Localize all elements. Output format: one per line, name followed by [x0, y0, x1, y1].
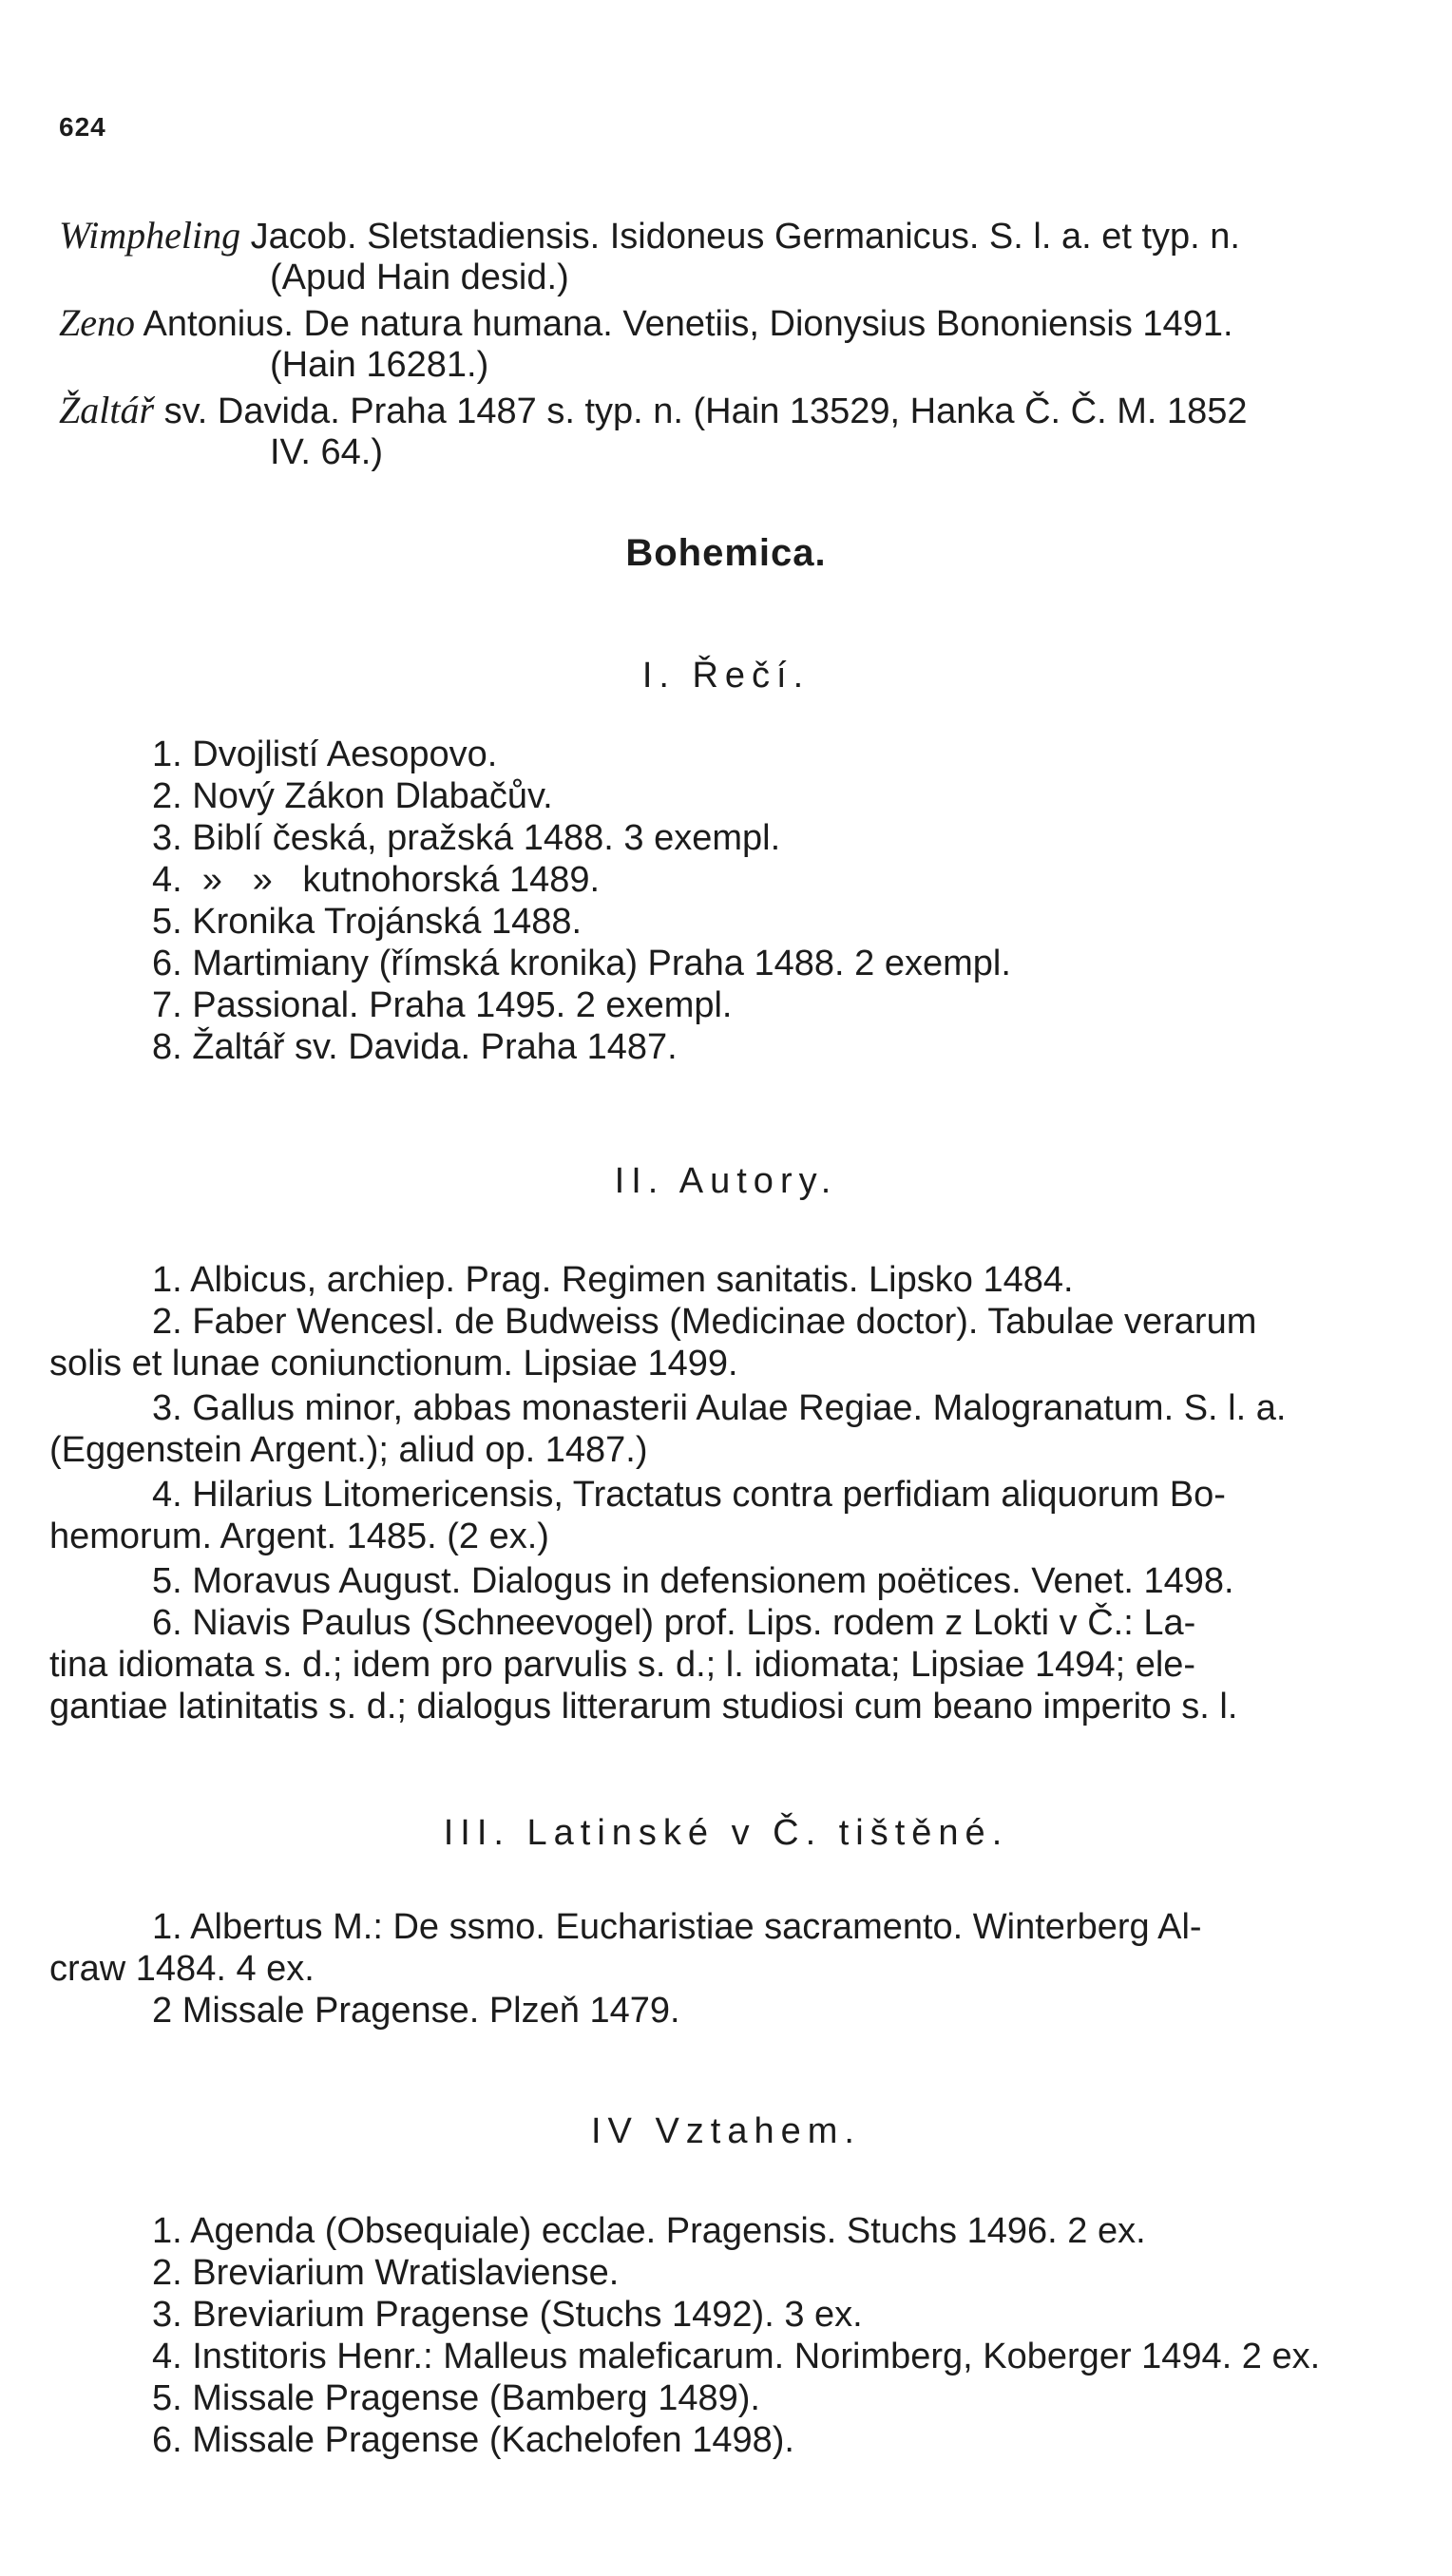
- intro-entry-3-author: Žaltář: [59, 389, 155, 431]
- section-4-item: 1. Agenda (Obsequiale) ecclae. Pragensis. Stuchs 1496. 2 ex.: [152, 2211, 1146, 2251]
- section-1-item: 4. » » kutnohorská 1489.: [152, 860, 601, 900]
- page-number: 624: [59, 112, 106, 142]
- intro-entry-3-line2: IV. 64.): [270, 432, 384, 472]
- intro-entry-2-line1: [59, 302, 1233, 345]
- section-4-title: IV Vztahem.: [591, 2111, 861, 2151]
- intro-entry-3-text: sv. Davida. Praha 1487 s. typ. n. (Hain 13529, Hanka Č. Č. M. 1852: [163, 391, 1248, 431]
- section-2-line: 4. Hilarius Litomericensis, Tractatus contra perfidiam aliquorum Bo-: [152, 1475, 1226, 1515]
- section-1-item: 6. Martimiany (římská kronika) Praha 1488. 2 exempl.: [152, 944, 1011, 983]
- bohemica-title: Bohemica.: [625, 532, 827, 574]
- intro-entry-1-text: Jacob. Sletstadiensis. Isidoneus Germanicus. S. l. a. et typ. n.: [250, 217, 1240, 257]
- section-2-line: hemorum. Argent. 1485. (2 ex.): [49, 1517, 549, 1556]
- intro-entry-2-line2: (Hain 16281.): [270, 345, 489, 385]
- section-2-line: solis et lunae coniunctionum. Lipsiae 1499.: [49, 1344, 738, 1383]
- section-4-item: 4. Institoris Henr.: Malleus maleficarum. Norimberg, Koberger 1494. 2 ex.: [152, 2337, 1321, 2376]
- section-3-line: craw 1484. 4 ex.: [49, 1949, 315, 1989]
- section-4-item: 3. Breviarium Pragense (Stuchs 1492). 3 ex.: [152, 2295, 863, 2335]
- section-4-item: 5. Missale Pragense (Bamberg 1489).: [152, 2378, 760, 2418]
- section-4-item: 6. Missale Pragense (Kachelofen 1498).: [152, 2420, 794, 2460]
- section-1-item: 3. Biblí česká, pražská 1488. 3 exempl.: [152, 818, 781, 858]
- intro-entry-1-line1: [59, 215, 1240, 258]
- intro-entry-2-author: Zeno: [59, 301, 135, 344]
- section-2-line: 1. Albicus, archiep. Prag. Regimen sanitatis. Lipsko 1484.: [152, 1260, 1074, 1300]
- intro-entry-1-author: Wimpheling: [59, 214, 241, 257]
- section-3-line: 1. Albertus M.: De ssmo. Eucharistiae sacramento. Winterberg Al-: [152, 1907, 1202, 1947]
- section-3-line: 2 Missale Pragense. Plzeň 1479.: [152, 1991, 680, 2031]
- section-2-line: gantiae latinitatis s. d.; dialogus litterarum studiosi cum beano imperito s. l.: [49, 1687, 1238, 1727]
- section-1-item: 5. Kronika Trojánská 1488.: [152, 902, 583, 942]
- intro-entry-1-line2: (Apud Hain desid.): [270, 258, 569, 297]
- section-2-title: II. Autory.: [614, 1161, 838, 1201]
- section-1-item: 2. Nový Zákon Dlabačův.: [152, 776, 553, 816]
- section-1-item: 1. Dvojlistí Aesopovo.: [152, 735, 498, 774]
- section-2-line: (Eggenstein Argent.); aliud op. 1487.): [49, 1430, 648, 1470]
- section-2-line: tina idiomata s. d.; idem pro parvulis s. d.; l. idiomata; Lipsiae 1494; ele-: [49, 1645, 1196, 1685]
- section-2-line: 3. Gallus minor, abbas monasterii Aulae Regiae. Malogranatum. S. l. a.: [152, 1388, 1287, 1428]
- section-1-title: I. Řečí.: [641, 656, 811, 696]
- intro-entry-3-line1: [59, 390, 1248, 432]
- section-3-title: III. Latinské v Č. tištěné.: [443, 1813, 1009, 1853]
- intro-entry-2-text: Antonius. De natura humana. Venetiis, Dionysius Bononiensis 1491.: [143, 304, 1233, 344]
- section-2-line: 5. Moravus August. Dialogus in defensionem poëtices. Venet. 1498.: [152, 1561, 1234, 1601]
- section-1-item: 8. Žaltář sv. Davida. Praha 1487.: [152, 1027, 678, 1067]
- section-2-line: 6. Niavis Paulus (Schneevogel) prof. Lips. rodem z Lokti v Č.: La-: [152, 1603, 1196, 1643]
- section-4-item: 2. Breviarium Wratislaviense.: [152, 2253, 620, 2293]
- section-1-item: 7. Passional. Praha 1495. 2 exempl.: [152, 985, 733, 1025]
- section-2-line: 2. Faber Wencesl. de Budweiss (Medicinae doctor). Tabulae verarum: [152, 1302, 1257, 1342]
